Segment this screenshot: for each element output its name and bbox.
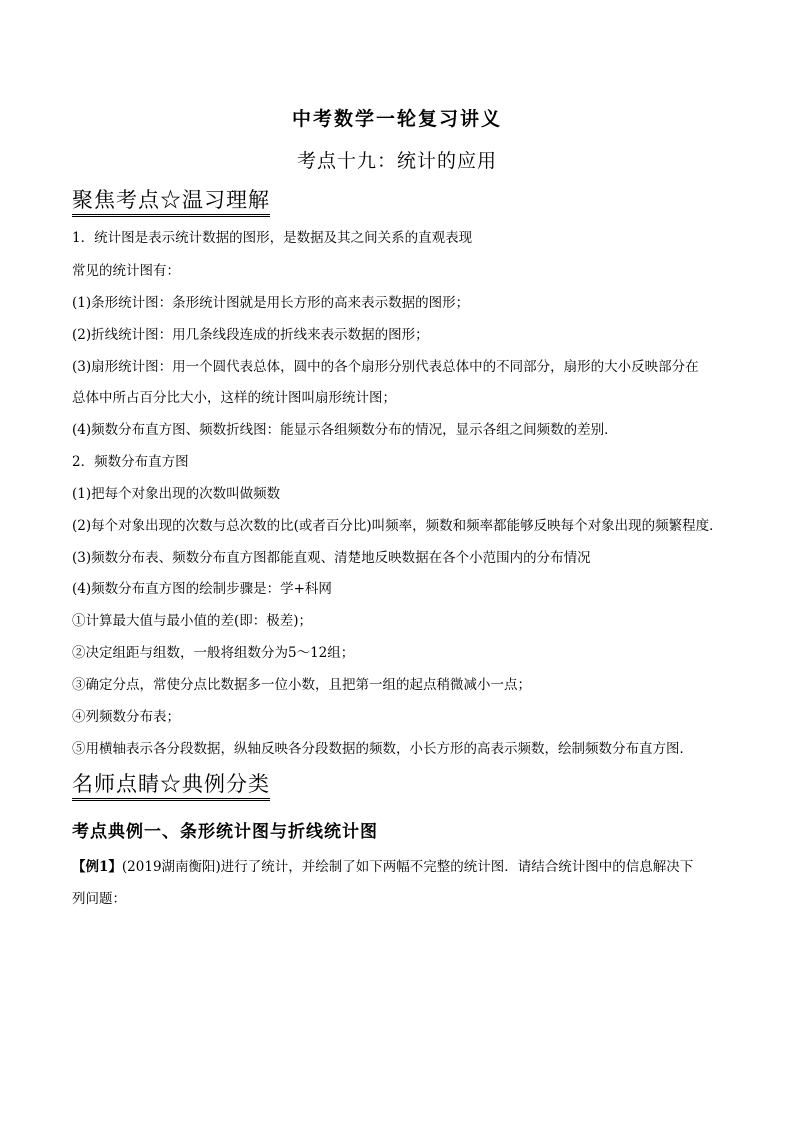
paragraph-line: 常见的统计图有： (72, 263, 180, 279)
example-text: (2019湖南衡阳)进行了统计，并绘制了如下两幅不完整的统计图．请结合统计图中的信息解决下 (121, 859, 694, 875)
paragraph-line: (1)条形统计图：条形统计图就是用长方形的高来表示数据的图形； (72, 295, 470, 311)
paragraph-line: ②决定组距与组数，一般将组数分为5～12组； (72, 645, 355, 661)
paragraph-line: ③确定分点，常使分点比数据多一位小数，且把第一组的起点稍微减小一点； (72, 677, 531, 693)
example-question-line (72, 858, 693, 876)
paragraph-line: (2)每个对象出现的次数与总次数的比(或者百分比)叫频率，频数和频率都能够反映每个对象出现的频繁程度． (72, 518, 723, 534)
paragraph-line: (1)把每个对象出现的次数叫做频数 (72, 486, 281, 502)
paragraph-line: ⑤用横轴表示各分段数据，纵轴反映各分段数据的频数，小长方形的高表示频数，绘制频数分布直方图． (72, 741, 693, 757)
example-category-heading: 考点典例一、条形统计图与折线统计图 (72, 822, 378, 842)
document-title: 中考数学一轮复习讲义 (291, 108, 502, 130)
paragraph-line: (2)折线统计图：用几条线段连成的折线来表示数据的图形； (72, 327, 429, 343)
paragraph-line: 2．频数分布直方图 (72, 454, 189, 470)
paragraph-line: 总体中所占百分比大小，这样的统计图叫扇形统计图； (72, 390, 396, 406)
paragraph-line: ①计算最大值与最小值的差(即：极差)； (72, 613, 313, 629)
paragraph-line: (3)频数分布表、频数分布直方图都能直观、清楚地反映数据在各个小范围内的分布情况 (72, 550, 591, 566)
paragraph-line: (4)频数分布直方图、频数折线图：能显示各组频数分布的情况，显示各组之间频数的差别． (72, 422, 618, 438)
section-heading-examples: 名师点睛☆典例分类 (72, 771, 270, 801)
paragraph-line: (4)频数分布直方图的绘制步骤是：学+科网 (72, 581, 332, 597)
example-question-line: 列问题： (72, 891, 126, 907)
paragraph-line: 1．统计图是表示统计数据的图形，是数据及其之间关系的直观表现 (72, 230, 473, 246)
document-subtitle: 考点十九：统计的应用 (296, 150, 497, 172)
example-label: 【例1】 (72, 859, 122, 875)
paragraph-line: (3)扇形统计图：用一个圆代表总体，圆中的各个扇形分别代表总体中的不同部分，扇形的大小反映部分在 (72, 359, 699, 375)
paragraph-line: ④列频数分布表； (72, 709, 180, 725)
section-heading-review: 聚焦考点☆温习理解 (72, 187, 270, 217)
